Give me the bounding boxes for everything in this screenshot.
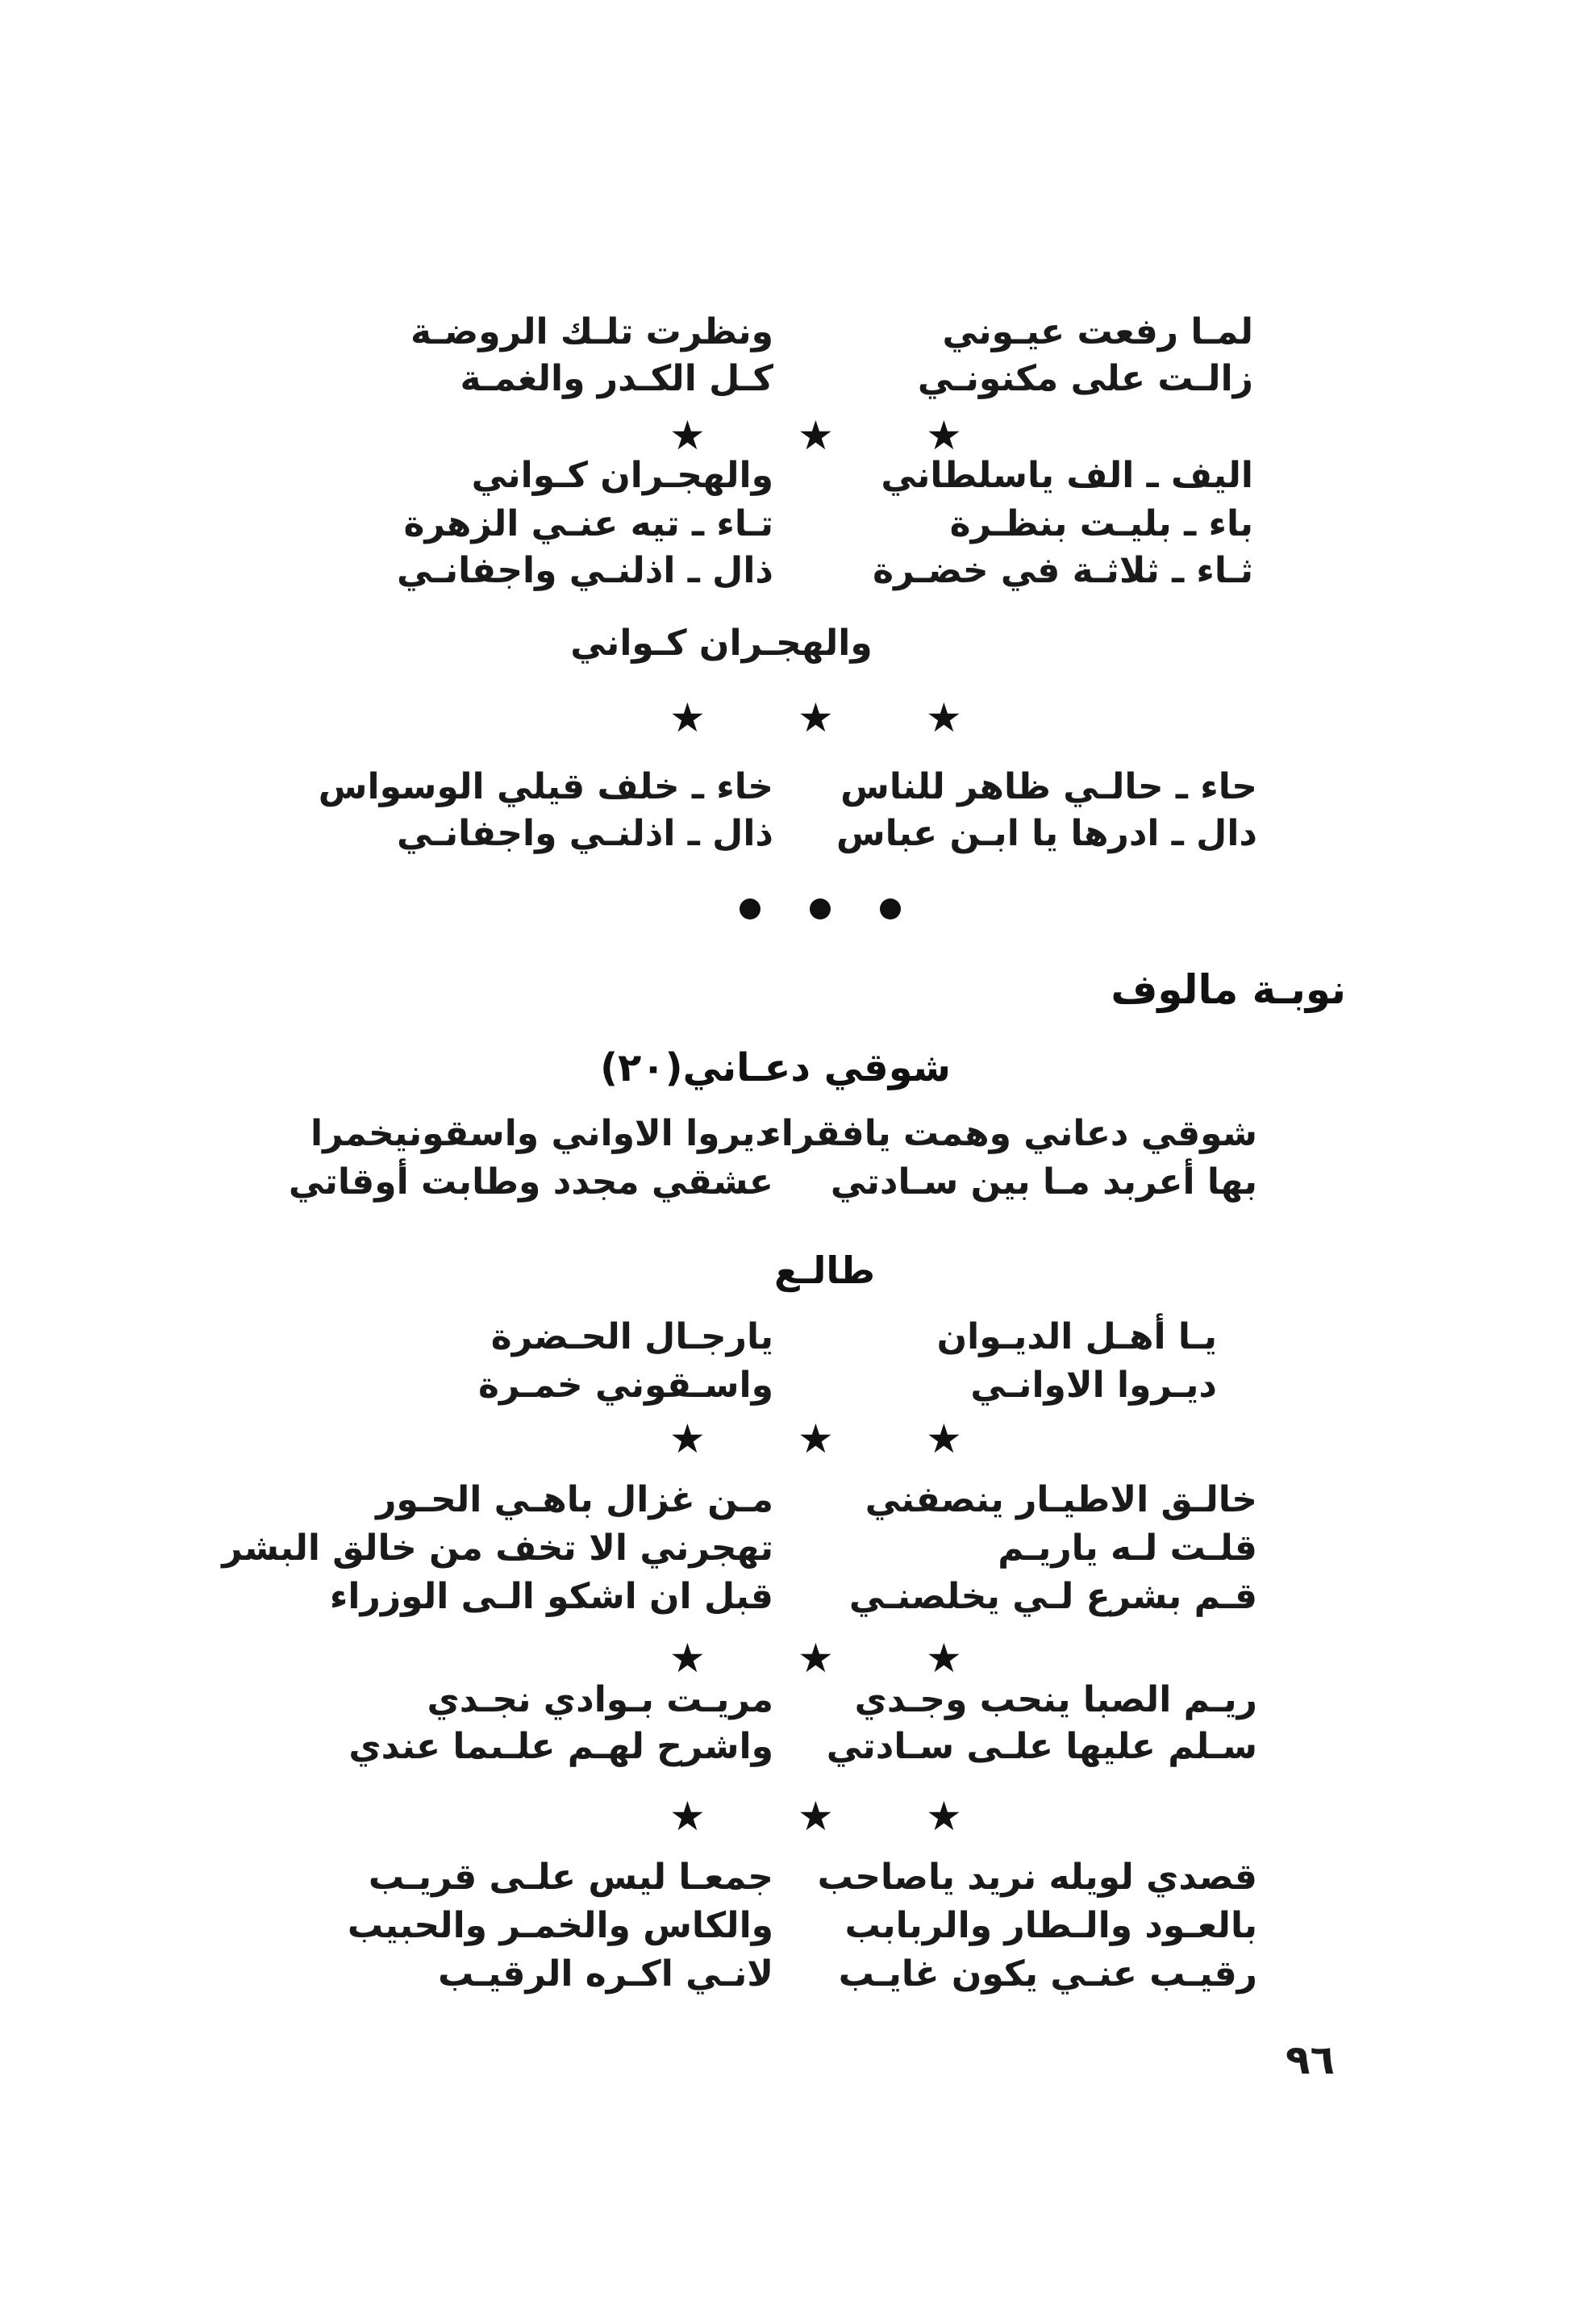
star-icon: ★: [798, 1415, 834, 1462]
tale-heading: طالـع: [774, 1249, 876, 1292]
verse-hemistich-right: بالعـود والـطار والربابب: [844, 1905, 1257, 1946]
verse-hemistich-right: بها أعربد مـا بين سـادتي: [830, 1161, 1257, 1203]
verse-hemistich-left: ديروا الاواني واسقونيخمرا: [310, 1113, 773, 1154]
verse-hemistich-right: يـا أهـل الديـوان: [936, 1316, 1217, 1357]
verse-hemistich-left: ونظرت تلـك الروضـة: [410, 311, 773, 352]
verse-hemistich-right: خالـق الاطيـار ينصفني: [865, 1479, 1257, 1520]
star-separator: [0, 1636, 1596, 1681]
verse-refrain: والهجـران كـواني: [570, 623, 873, 664]
star-icon: ★: [669, 694, 706, 741]
star-icon: ★: [798, 412, 834, 459]
star-icon: ★: [798, 1635, 834, 1682]
star-separator: [0, 695, 1596, 740]
verse-hemistich-left: خاء ـ خلف قيلي الوسواس: [318, 766, 773, 807]
verse-hemistich-left: كـل الكـدر والغمـة: [460, 358, 773, 399]
verse-hemistich-left: عشقي مجدد وطابت أوقاتي: [288, 1161, 773, 1203]
verse-hemistich-left: والكاس والخمـر والحبيب: [347, 1905, 773, 1946]
verse-hemistich-left: قبل ان اشكو الـى الوزراء: [329, 1576, 773, 1617]
verse-hemistich-right: ريـم الصبا ينحب وجـدي: [854, 1679, 1257, 1720]
star-icon: ★: [926, 1793, 962, 1840]
star-icon: ★: [669, 1793, 706, 1840]
verse-hemistich-left: مريـت بـوادي نجـدي: [427, 1679, 773, 1720]
poem-title: شوقي دعـاني(٢٠): [600, 1045, 951, 1090]
verse-hemistich-right: باء ـ بليـت بنظـرة: [949, 503, 1253, 544]
star-icon: ★: [926, 1415, 962, 1462]
verse-hemistich-left: ذال ـ اذلنـي واجفانـي: [397, 550, 773, 591]
verse-hemistich-right: ثـاء ـ ثلاثـة في خضـرة: [873, 550, 1253, 591]
verse-hemistich-right: شوقي دعاني وهمت يافقراء: [763, 1113, 1257, 1154]
verse-hemistich-left: مـن غزال باهـي الحـور: [376, 1479, 773, 1520]
verse-hemistich-right: قلـت لـه ياريـم: [998, 1528, 1257, 1569]
verse-hemistich-right: قصدي لويله نريد ياصاحب: [817, 1857, 1257, 1898]
verse-hemistich-right: حاء ـ حالـي ظاهر للناس: [840, 766, 1257, 807]
verse-hemistich-right: قـم بشرع لـي يخلصنـي: [848, 1576, 1257, 1617]
verse-hemistich-left: جمعـا ليس علـى قريـب: [368, 1857, 773, 1898]
star-icon: ★: [669, 412, 706, 459]
verse-hemistich-left: والهجـران كـواني: [471, 455, 773, 496]
star-separator: [0, 1416, 1596, 1461]
section-title: نوبـة مالوف: [1111, 966, 1346, 1013]
star-icon: ★: [926, 694, 962, 741]
verse-hemistich-right: دال ـ ادرها يا ابـن عباس: [836, 813, 1257, 854]
verse-hemistich-left: ذال ـ اذلنـي واجفانـي: [397, 813, 773, 854]
verse-hemistich-right: ديـروا الاوانـي: [970, 1365, 1217, 1406]
star-separator: [0, 413, 1596, 458]
verse-hemistich-left: واشرح لهـم علـىما عندي: [348, 1726, 773, 1767]
verse-hemistich-right: اليف ـ الف ياسلطاني: [881, 455, 1253, 496]
star-icon: ★: [926, 1635, 962, 1682]
verse-hemistich-left: تـاء ـ تيه عنـي الزهرة: [403, 503, 773, 544]
verse-hemistich-left: يارجـال الحـضرة: [490, 1316, 773, 1357]
verse-hemistich-right: رقيـب عنـي يكون غايـب: [838, 1953, 1257, 1995]
verse-hemistich-left: واسـقوني خمـرة: [478, 1365, 773, 1406]
verse-hemistich-right: زالـت على مكنونـي: [917, 358, 1253, 399]
star-icon: ★: [669, 1415, 706, 1462]
verse-hemistich-left: تهجرني الا تخف من خالق البشر: [222, 1528, 773, 1569]
dot-icon: [880, 898, 901, 919]
page-number: ٩٦: [1286, 2036, 1336, 2083]
star-icon: ★: [926, 412, 962, 459]
star-icon: ★: [798, 1793, 834, 1840]
star-icon: ★: [669, 1635, 706, 1682]
dot-icon: [740, 898, 760, 919]
verse-hemistich-left: لانـي اكـره الرقيـب: [438, 1953, 773, 1995]
dot-icon: [810, 898, 831, 919]
verse-hemistich-right: سـلم عليها علـى سـادتي: [826, 1726, 1257, 1767]
dot-separator: [0, 887, 1596, 932]
star-icon: ★: [798, 694, 834, 741]
verse-hemistich-right: لمـا رفعت عيـوني: [942, 311, 1253, 352]
star-separator: [0, 1794, 1596, 1839]
